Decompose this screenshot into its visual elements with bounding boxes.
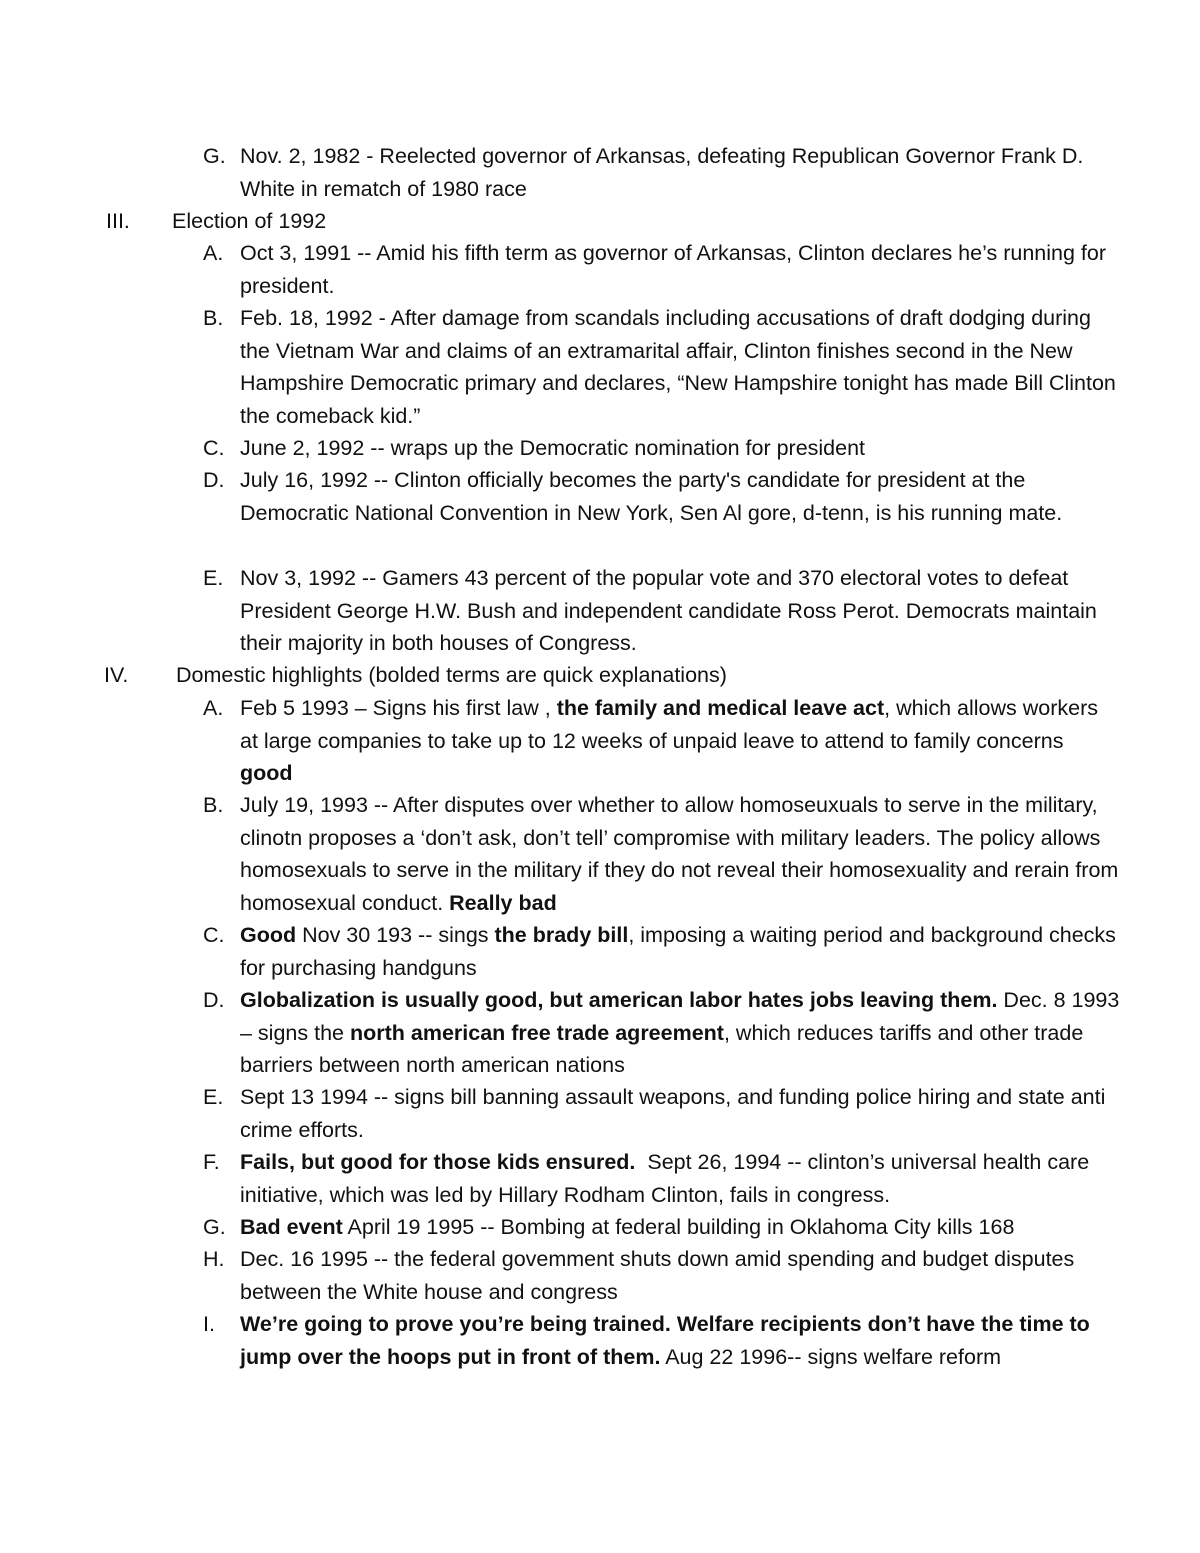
outline-item-g-1982 xyxy=(203,140,1120,205)
outline-item-iii-d xyxy=(203,464,1120,529)
item-marker: H. xyxy=(203,1247,225,1271)
item-text: July 16, 1992 -- Clinton officially becomes the party's candidate for president at the Democratic National Convention in New York, Sen Al gore, d-tenn, is his running mate. xyxy=(240,468,1063,525)
item-bold-term: the brady bill xyxy=(494,923,629,947)
item-marker: F. xyxy=(203,1150,220,1174)
item-marker: D. xyxy=(203,468,225,492)
item-text: Nov. 2, 1982 - Reelected governor of Arkansas, defeating Republican Governor Frank D. White in rematch of 1980 race xyxy=(240,144,1084,201)
item-marker: E. xyxy=(203,566,224,590)
item-text-post: , imposing a waiting period and background checks for purchasing handguns xyxy=(240,923,1116,980)
section-iii-heading xyxy=(106,205,1072,238)
item-bold-term: north american free trade agreement xyxy=(349,1020,724,1045)
item-marker: D. xyxy=(203,988,225,1012)
outline-item-iii-b xyxy=(203,302,1120,432)
item-bold-comment: Good xyxy=(240,923,297,947)
outline-item-iv-d xyxy=(203,984,1120,1082)
section-marker: IV. xyxy=(104,663,129,687)
outline-item-iv-c xyxy=(203,919,1120,984)
item-marker: G. xyxy=(203,144,226,168)
item-marker: G. xyxy=(203,1215,226,1239)
item-text-post: Aug 22 1996-- signs welfare reform xyxy=(660,1344,1002,1369)
outline-item-iii-a xyxy=(203,237,1120,302)
section-marker: III. xyxy=(106,209,130,233)
item-marker: C. xyxy=(203,923,225,947)
item-text-post: April 19 1995 -- Bombing at federal building in Oklahoma City kills 168 xyxy=(342,1215,1015,1239)
outline-item-iii-e xyxy=(203,562,1120,660)
outline-item-iv-b xyxy=(203,789,1120,919)
item-marker: C. xyxy=(203,436,225,460)
outline-item-iii-c xyxy=(203,432,1120,465)
item-bold-comment: Really bad xyxy=(449,890,557,915)
outline-item-iv-a xyxy=(203,692,1120,790)
item-text: Sept 13 1994 -- signs bill banning assault weapons, and funding police hiring and state anti crime efforts. xyxy=(240,1085,1106,1142)
item-bold-term: the family and medical leave act xyxy=(556,696,885,720)
item-text: Dec. 16 1995 -- the federal govemment shuts down amid spending and budget disputes between the White house and congress xyxy=(240,1247,1075,1304)
item-bold-comment: Fails, but good for those kids ensured. xyxy=(240,1150,636,1174)
section-title: Domestic highlights (bolded terms are quick explanations) xyxy=(176,663,727,687)
item-text-pre: Dec. 8 1993 – signs the xyxy=(240,988,1120,1045)
outline-item-iv-f xyxy=(203,1146,1120,1211)
item-text-post: , which allows workers at large companies to take up to 12 weeks of unpaid leave to attend to family concerns xyxy=(240,696,1098,753)
item-text: Oct 3, 1991 -- Amid his fifth term as governor of Arkansas, Clinton declares he’s running for president. xyxy=(240,241,1106,298)
item-marker: I. xyxy=(203,1312,215,1336)
item-marker: B. xyxy=(203,306,224,330)
section-title: Election of 1992 xyxy=(172,209,327,233)
outline-item-iv-e xyxy=(203,1081,1120,1146)
item-text: Nov 3, 1992 -- Gamers 43 percent of the popular vote and 370 electoral votes to defeat President George H.W. Bush and independent candidate Ross Perot. Democrats maintain their majority in both houses of Congress. xyxy=(240,566,1097,655)
outline-item-iv-i xyxy=(203,1308,1120,1373)
item-bold-comment: good xyxy=(240,761,293,785)
item-marker: A. xyxy=(203,696,224,720)
item-marker: A. xyxy=(203,241,224,265)
item-bold-comment: We’re going to prove you’re being trained. Welfare recipients don’t have the time to jump over the hoops put in front of them. xyxy=(240,1312,1090,1369)
item-bold-comment: Bad event xyxy=(240,1215,343,1239)
item-text-pre: July 19, 1993 -- After disputes over whether to allow homoseuxuals to serve in the military, clinotn proposes a ‘don’t ask, don’t tell’ compromise with military leaders. The policy allows homosexuals to serve in the military if they do not reveal their homosexuality and rerain from homosexual conduct. xyxy=(240,793,1119,915)
item-text: June 2, 1992 -- wraps up the Democratic nomination for president xyxy=(240,436,866,460)
outline-item-iv-g xyxy=(203,1211,1120,1244)
item-text: Feb. 18, 1992 - After damage from scandals including accusations of draft dodging during the Vietnam War and claims of an extramarital affair, Clinton finishes second in the New Hampshire Democratic primary and declares, “New Hampshire tonight has made Bill Clinton the comeback kid.” xyxy=(240,306,1116,428)
outline-item-iv-h xyxy=(203,1243,1120,1308)
item-text-post: , which reduces tariffs and other trade barriers between north american nations xyxy=(240,1020,1084,1077)
item-text-pre: Feb 5 1993 – Signs his first law , xyxy=(240,696,557,720)
item-marker: E. xyxy=(203,1085,224,1109)
item-text-pre: Nov 30 193 -- sings xyxy=(296,923,495,947)
item-text-post: Sept 26, 1994 -- clinton’s universal health care initiative, which was led by Hillary Rodham Clinton, fails in congress. xyxy=(240,1150,1096,1207)
item-bold-comment: Globalization is usually good, but american labor hates jobs leaving them. xyxy=(240,988,998,1012)
item-marker: B. xyxy=(203,793,224,817)
section-iv-heading xyxy=(104,659,1072,692)
